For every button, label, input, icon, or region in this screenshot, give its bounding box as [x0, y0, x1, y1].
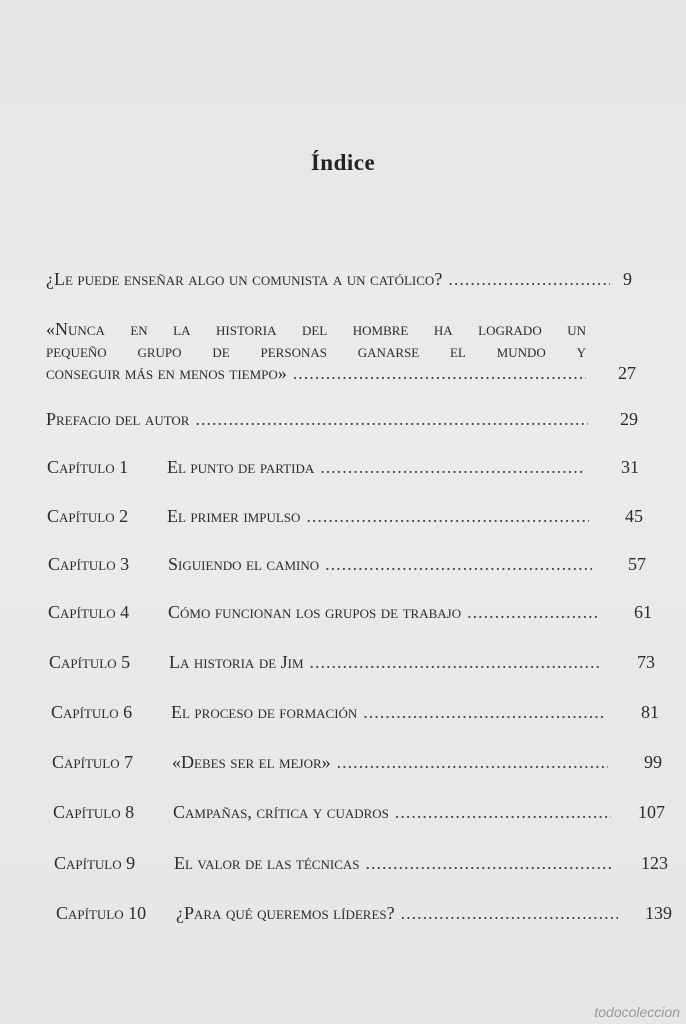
toc-chapter-2	[47, 505, 643, 527]
dot-leader	[365, 852, 614, 874]
dot-leader	[395, 801, 611, 823]
chapter-label: Capítulo 3	[48, 554, 130, 574]
chapter-title: ¿Para qué queremos líderes?	[176, 903, 395, 923]
toc-chapter-1	[47, 456, 639, 478]
bleed-through-text	[40, 112, 46, 139]
watermark: todocoleccion	[594, 1004, 680, 1020]
chapter-title: Cómo funcionan los grupos de trabajo	[168, 602, 462, 622]
chapter-label: Capítulo 1	[47, 457, 129, 477]
chapter-label: Capítulo 5	[49, 652, 131, 672]
chapter-label: Capítulo 7	[52, 752, 134, 772]
toc-chapter-3	[48, 553, 646, 575]
toc-chapter-5	[49, 651, 655, 673]
dot-leader	[363, 701, 605, 723]
chapter-title: Campañas, crítica y cuadros	[173, 802, 389, 822]
toc-chapter-10	[56, 902, 672, 924]
chapter-title: El punto de partida	[167, 457, 315, 477]
toc-entry-line: conseguir más en menos tiempo»	[46, 363, 287, 383]
toc-entry-page: 29	[620, 409, 638, 429]
dot-leader	[337, 751, 608, 773]
toc-entry-line: pequeño grupo de personas ganarse el mundo y	[46, 341, 586, 361]
chapter-page: 73	[637, 652, 655, 672]
chapter-page: 61	[634, 602, 652, 622]
dot-leader	[306, 505, 589, 527]
toc-chapter-6	[51, 701, 659, 723]
chapter-label: Capítulo 2	[47, 506, 129, 526]
toc-entry-title: Prefacio del autor	[46, 409, 190, 429]
toc-entry-intro	[46, 268, 632, 290]
chapter-title: La historia de Jim	[169, 652, 304, 672]
chapter-page: 107	[638, 802, 665, 822]
chapter-page: 31	[621, 457, 639, 477]
toc-entry-preface	[46, 408, 638, 430]
chapter-title: «Debes ser el mejor»	[172, 752, 331, 772]
dot-leader	[310, 651, 601, 673]
toc-entry-line: «Nunca en la historia del hombre ha logrado un	[46, 319, 586, 339]
chapter-title: El valor de las técnicas	[174, 853, 360, 873]
chapter-title: El primer impulso	[167, 506, 301, 526]
dot-leader	[401, 902, 618, 924]
dot-leader	[448, 268, 610, 290]
chapter-label: Capítulo 4	[48, 602, 130, 622]
page-title: Índice	[310, 150, 376, 175]
chapter-page: 123	[641, 853, 668, 873]
dot-leader	[325, 553, 592, 575]
chapter-title: El proceso de formación	[171, 702, 358, 722]
chapter-page: 57	[628, 554, 646, 574]
chapter-label: Capítulo 6	[51, 702, 133, 722]
chapter-page: 81	[641, 702, 659, 722]
dot-leader	[467, 601, 598, 623]
chapter-label: Capítulo 10	[56, 903, 147, 923]
chapter-label: Capítulo 9	[54, 853, 136, 873]
toc-entry-title: ¿Le puede enseñar algo un comunista a un católico?	[46, 269, 443, 289]
toc-entry-page: 9	[623, 269, 632, 289]
toc-chapter-4	[48, 601, 652, 623]
toc-entry-quote	[46, 318, 586, 362]
toc-chapter-9	[54, 852, 668, 874]
dot-leader	[320, 456, 585, 478]
toc-entry-page: 27	[618, 363, 636, 383]
dot-leader	[293, 362, 586, 384]
chapter-page: 45	[625, 506, 643, 526]
chapter-page: 99	[644, 752, 662, 772]
chapter-label: Capítulo 8	[53, 802, 135, 822]
chapter-title: Siguiendo el camino	[168, 554, 320, 574]
dot-leader	[195, 408, 588, 430]
toc-chapter-8	[53, 801, 665, 823]
toc-chapter-7	[52, 751, 662, 773]
chapter-page: 139	[645, 903, 672, 923]
toc-entry-quote-last	[46, 362, 636, 384]
